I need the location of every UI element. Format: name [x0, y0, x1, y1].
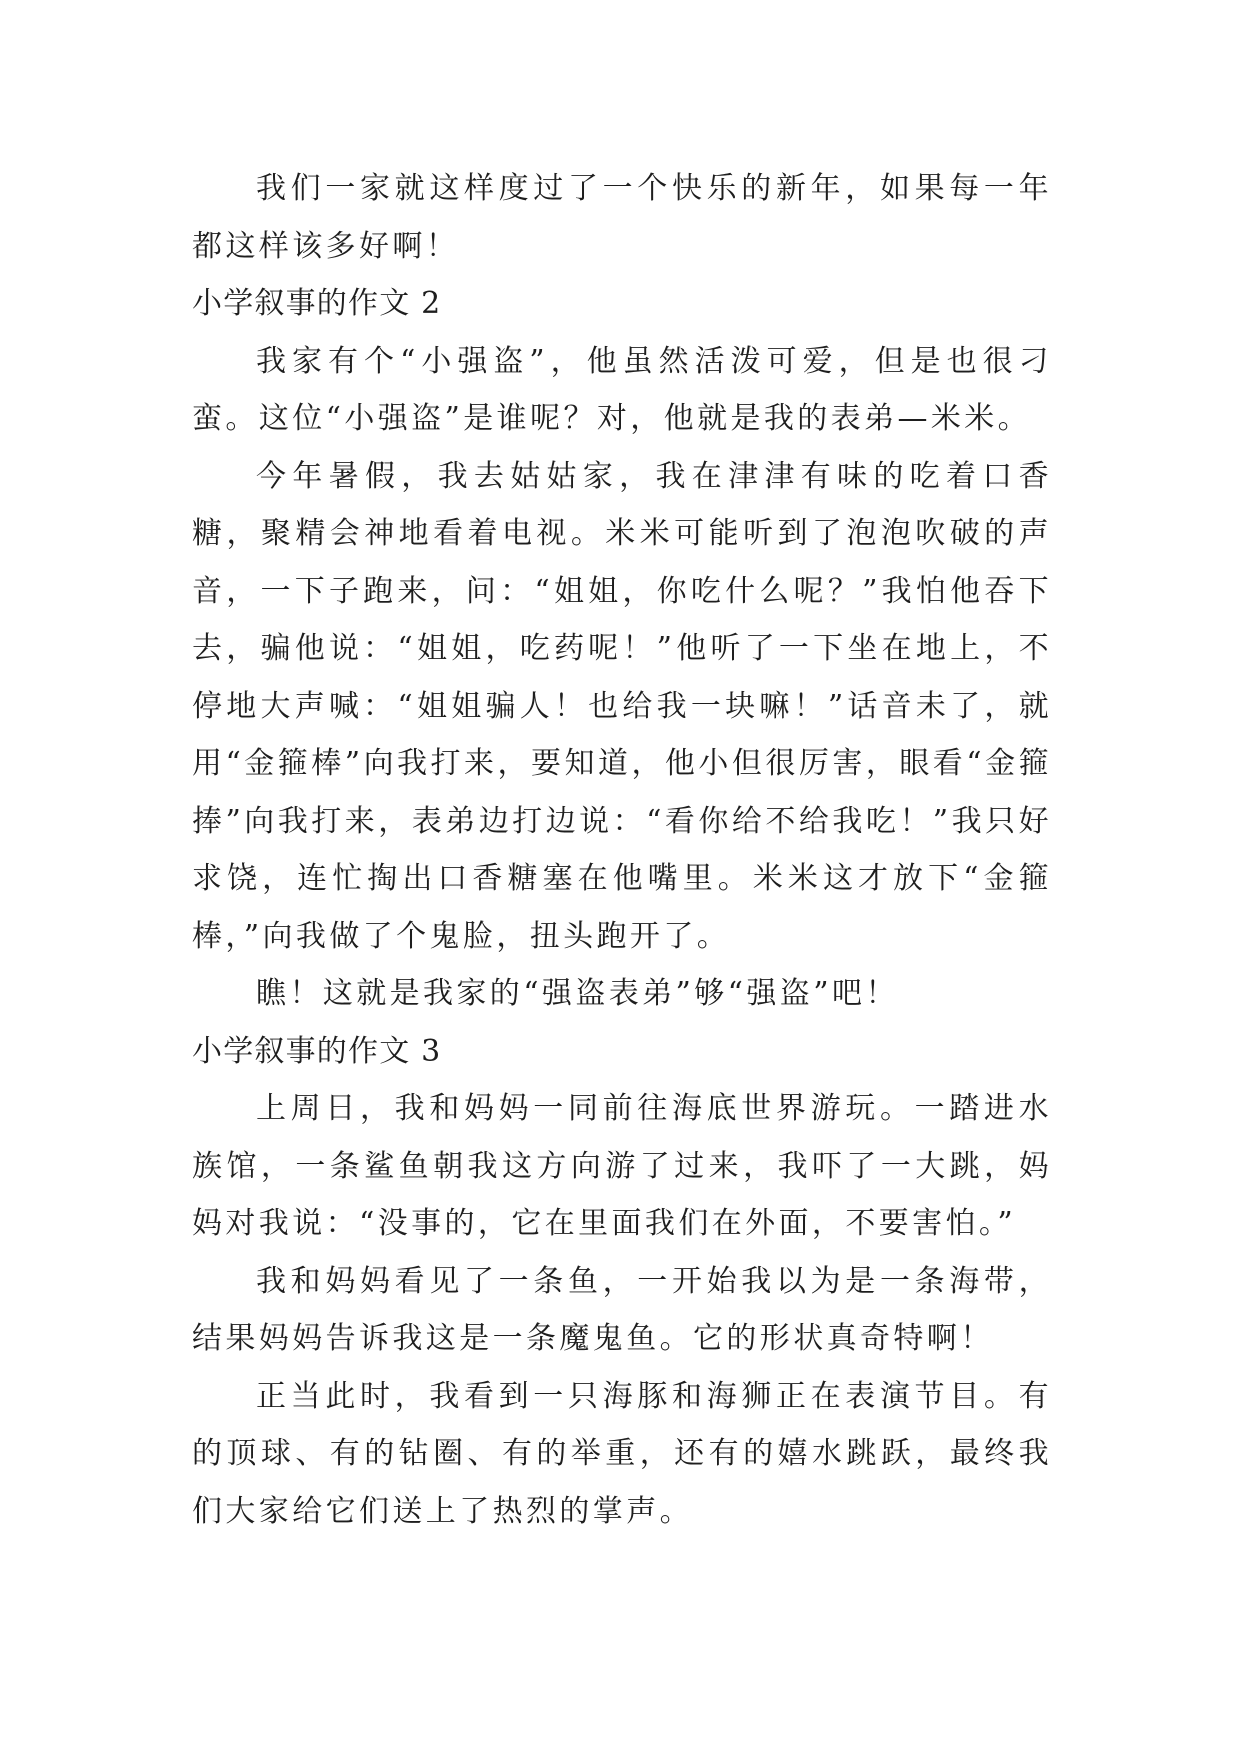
- intro-paragraph: 我们一家就这样度过了一个快乐的新年，如果每一年都这样该多好啊！: [192, 171, 1052, 264]
- section-3-paragraph-1: 上周日，我和妈妈一同前往海底世界游玩。一踏进水族馆，一条鲨鱼朝我这方向游了过来，我吓了一大跳，妈妈对我说：“没事的，它在里面我们在外面，不要害怕。”: [192, 1091, 1052, 1241]
- section-2-paragraph-1: 我家有个“小强盗”，他虽然活泼可爱，但是也很刁蛮。这位“小强盗”是谁呢？对，他就是我的表弟—米米。: [192, 343, 1052, 436]
- section-3-paragraph-2: 我和妈妈看见了一条鱼，一开始我以为是一条海带，结果妈妈告诉我这是一条魔鬼鱼。它的形状真奇特啊！: [192, 1263, 1052, 1356]
- section-2-paragraph-2: 今年暑假，我去姑姑家，我在津津有味的吃着口香糖，聚精会神地看着电视。米米可能听到了泡泡吹破的声音，一下子跑来，问：“姐姐，你吃什么呢？”我怕他吞下去，骗他说：“姐姐，吃药呢！”他听了一下坐在地上，不停地大声喊：“姐姐骗人！也给我一块嘛！”话音未了，就用“金箍棒”向我打来，要知道，他小但很厉害，眼看“金箍捧”向我打来，表弟边打边说：“看你给不给我吃！”我只好求饶，连忙掏出口香糖塞在他嘴里。米米这才放下“金箍棒，”向我做了个鬼脸，扭头跑开了。: [192, 458, 1052, 954]
- document-body: [192, 160, 1052, 1540]
- section-2-title: 小学叙事的作文 2: [192, 286, 442, 321]
- section-3-paragraph-3: 正当此时，我看到一只海豚和海狮正在表演节目。有的顶球、有的钻圈、有的举重，还有的嬉水跳跃，最终我们大家给它们送上了热烈的掌声。: [192, 1378, 1052, 1529]
- section-3-title: 小学叙事的作文 3: [192, 1033, 442, 1069]
- section-2-paragraph-3: 瞧！这就是我家的“强盗表弟”够“强盗”吧！: [256, 976, 899, 1011]
